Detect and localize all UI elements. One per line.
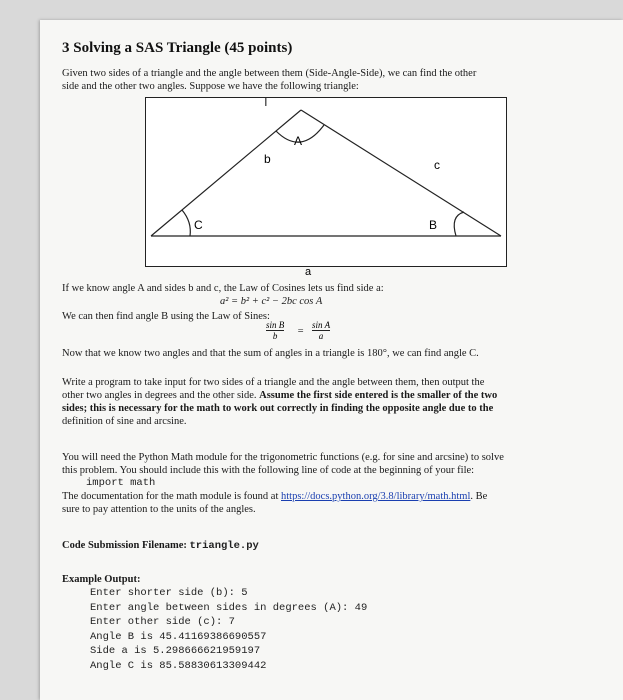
triangle-diagram bbox=[145, 97, 507, 267]
label-side-c: c bbox=[434, 158, 440, 172]
example-output-block bbox=[90, 586, 367, 673]
label-side-a: a bbox=[305, 266, 312, 278]
task-line-2-plain: other two angles in degrees and the other side. bbox=[62, 390, 257, 401]
example-line: Enter shorter side (b): 5 bbox=[90, 587, 248, 599]
triangle-figure bbox=[146, 98, 506, 266]
law-sines-text: We can then find angle B using the Law of Sines: bbox=[62, 311, 270, 322]
task-line-4: definition of sine and arcsine. bbox=[62, 416, 187, 427]
label-angle-A: A bbox=[294, 134, 303, 148]
task-line-2-bold: Assume the first side entered is the smaller of the two bbox=[259, 390, 498, 401]
task-line-3-text: sides; this is necessary for the math to work out correctly in finding the opposite angle due to the bbox=[62, 403, 494, 414]
side-c-line bbox=[301, 110, 501, 236]
text-cursor-icon: I bbox=[264, 98, 268, 109]
doc-text: The documentation for the math module is found at bbox=[62, 491, 279, 502]
import-code: import math bbox=[86, 477, 156, 489]
example-line: Angle C is 85.58830613309442 bbox=[90, 659, 267, 672]
math-docs-link[interactable]: https://docs.python.org/3.8/library/math.html bbox=[281, 491, 471, 502]
example-line: Enter angle between sides in degrees (A): 49 bbox=[90, 601, 368, 614]
task-line-2 bbox=[62, 389, 582, 402]
submission-label: Code Submission Filename: bbox=[62, 540, 187, 551]
law-sines-right-fraction bbox=[312, 320, 330, 341]
law-sines-left-fraction bbox=[266, 320, 284, 341]
example-output-label: Example Output: bbox=[62, 574, 141, 585]
side-b-line bbox=[151, 110, 301, 236]
submission-line bbox=[62, 539, 582, 553]
example-line: Enter other side (c): 7 bbox=[90, 616, 235, 628]
law-cosines-formula: a² = b² + c² − 2bc cos A bbox=[220, 296, 323, 307]
law-sines-equals: = bbox=[297, 326, 305, 337]
intro-line-1: Given two sides of a triangle and the angle between them (Side-Angle-Side), we can find the other bbox=[62, 68, 477, 79]
module-line-5: sure to pay attention to the units of the angles. bbox=[62, 504, 256, 515]
task-line-1: Write a program to take input for two sides of a triangle and the angle between them, then output the bbox=[62, 377, 485, 388]
label-side-b: b bbox=[264, 152, 271, 166]
example-line: Side a is 5.298666621959197 bbox=[90, 645, 261, 657]
module-line-2: this problem. You should include this with the following line of code at the beginning of your file: bbox=[62, 465, 475, 476]
document-page bbox=[40, 20, 623, 700]
right-numerator: sin A bbox=[312, 320, 331, 330]
left-denominator: b bbox=[272, 331, 278, 341]
module-doc-line bbox=[62, 490, 582, 503]
label-angle-C: C bbox=[194, 218, 203, 232]
module-line-1: You will need the Python Math module for the trigonometric functions (e.g. for sine and arcsine) to solve bbox=[62, 452, 504, 463]
angle-sum-text: Now that we know two angles and that the sum of angles in a triangle is 180°, we can find angle C. bbox=[62, 348, 479, 359]
doc-after: . Be bbox=[470, 491, 488, 502]
right-denominator: a bbox=[318, 331, 324, 341]
intro-line-2: side and the other two angles. Suppose we have the following triangle: bbox=[62, 81, 359, 92]
angle-C-arc bbox=[182, 210, 190, 236]
section-title: 3 Solving a SAS Triangle (45 points) bbox=[62, 40, 293, 56]
angle-B-arc bbox=[454, 212, 464, 236]
example-line: Angle B is 45.41169386690557 bbox=[90, 630, 267, 643]
left-numerator: sin B bbox=[266, 320, 285, 330]
label-angle-B: B bbox=[429, 218, 438, 232]
task-line-3 bbox=[62, 402, 582, 415]
law-cosines-text: If we know angle A and sides b and c, the Law of Cosines lets us find side a: bbox=[62, 283, 384, 294]
submission-filename: triangle.py bbox=[189, 540, 259, 552]
